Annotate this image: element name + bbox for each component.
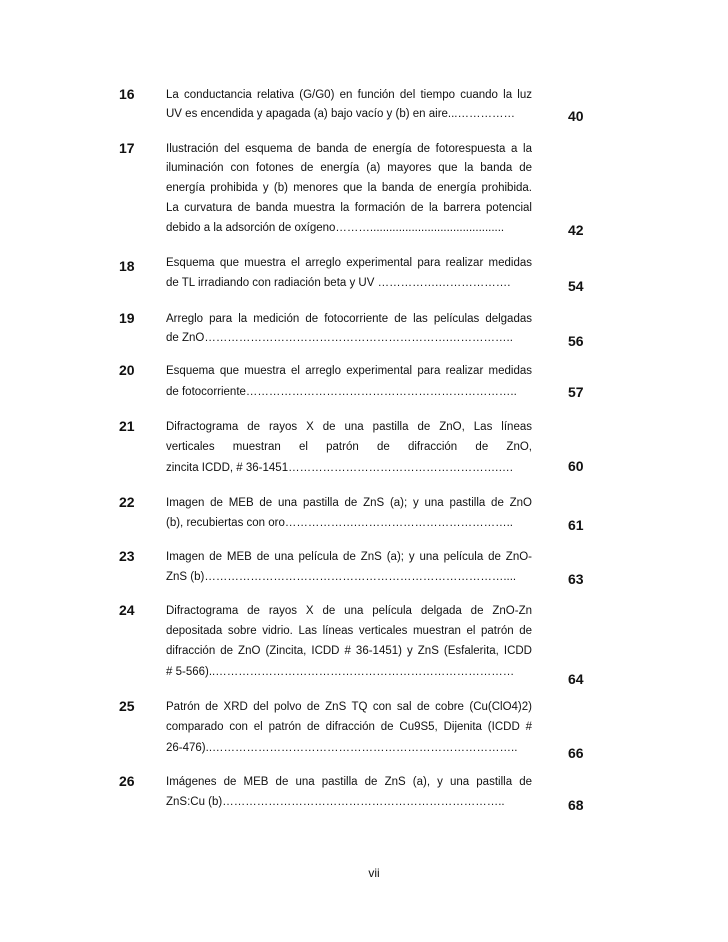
entry-text-line: depositada sobre vidrio. Las líneas verticales muestran el patrón de [166,625,532,637]
entry-text-line: Difractograma de rayos X de una pastilla de ZnO, Las líneas [166,421,532,433]
entry-text-line: # 5-566)..…………………………………………………………………… [166,666,515,678]
entry-page-number: 68 [568,797,584,813]
entry-text-line: Arreglo para la medición de fotocorriente de las películas delgadas [166,313,532,325]
entry-text-line: UV es encendida y apagada (a) bajo vacío y (b) en aire...…………… [166,108,516,120]
entry-number: 23 [119,548,135,564]
entry-text-line: iluminación con fotones de energía (a) mayores que la banda de [166,162,532,174]
entry-number: 22 [119,494,135,510]
entry-page-number: 61 [568,517,584,533]
entry-text-line: Imagen de MEB de una pastilla de ZnS (a); y una pastilla de ZnO [166,497,532,509]
entry-page-number: 54 [568,278,584,294]
entry-number: 24 [119,602,135,618]
entry-text-line: La curvatura de banda muestra la formación de la barrera potencial [166,202,532,214]
entry-text-line: 26-476)..…………………………………………………………………….. [166,742,518,754]
entry-text-line: La conductancia relativa (G/G0) en función del tiempo cuando la luz [166,89,532,101]
entry-text-line: Ilustración del esquema de banda de energía de fotorespuesta a la [166,143,532,155]
entry-page-number: 64 [568,671,584,687]
entry-text-line: Esquema que muestra el arreglo experimental para realizar medidas [166,257,532,269]
entry-text-line: debido a la adsorción de oxígeno……….......................................... [166,222,505,234]
entry-text-line: de fotocorriente…………………………………………………………….. [166,386,517,398]
entry-text-line: zincita ICDD, # 36-1451……………………………………………….…. [166,462,513,474]
entry-number: 26 [119,773,135,789]
entry-page-number: 40 [568,108,584,124]
page-footer-number: vii [368,866,380,880]
entry-page-number: 60 [568,458,584,474]
entry-text-line: energía prohibida y (b) menores que la banda de energía prohibida. [166,182,532,194]
entry-text-line: difracción de ZnO (Zincita, ICDD # 36-1451) y ZnS (Esfalerita, ICDD [166,645,532,657]
entry-text-line: de ZnO……………………………………………………….…………….. [166,332,513,344]
entry-page-number: 57 [568,384,584,400]
entry-number: 25 [119,698,135,714]
entry-page-number: 66 [568,745,584,761]
entry-page-number: 63 [568,571,584,587]
entry-text-line: (b), recubiertas con oro……………….………………………………….. [166,517,513,529]
entry-text-line: ZnS (b)…………………………………………………………………….... [166,571,517,583]
entry-number: 20 [119,362,135,378]
entry-text-line: comparado con el patrón de difracción de Cu9S5, Dijenita (ICDD # [166,721,532,733]
entry-text-line: Patrón de XRD del polvo de ZnS TQ con sal de cobre (Cu(ClO4)2) [166,701,532,713]
entry-text-line: ZnS:Cu (b)……………………………………………………………….. [166,796,505,808]
entry-text-line: verticales muestran el patrón de difracción de ZnO, [166,441,532,453]
entry-text-line: Imágenes de MEB de una pastilla de ZnS (a), y una pastilla de [166,776,532,788]
entry-number: 17 [119,140,135,156]
entry-text-line: Esquema que muestra el arreglo experimental para realizar medidas [166,365,532,377]
entry-number: 16 [119,86,135,102]
entry-text-line: Difractograma de rayos X de una película delgada de ZnO-Zn [166,605,532,617]
entry-page-number: 42 [568,222,584,238]
entry-number: 21 [119,418,135,434]
entry-text-line: de TL irradiando con radiación beta y UV …………….………………. [166,277,511,289]
entry-page-number: 56 [568,333,584,349]
entry-number: 18 [119,258,135,274]
entry-text-line: Imagen de MEB de una película de ZnS (a); y una película de ZnO- [166,551,532,563]
entry-number: 19 [119,310,135,326]
